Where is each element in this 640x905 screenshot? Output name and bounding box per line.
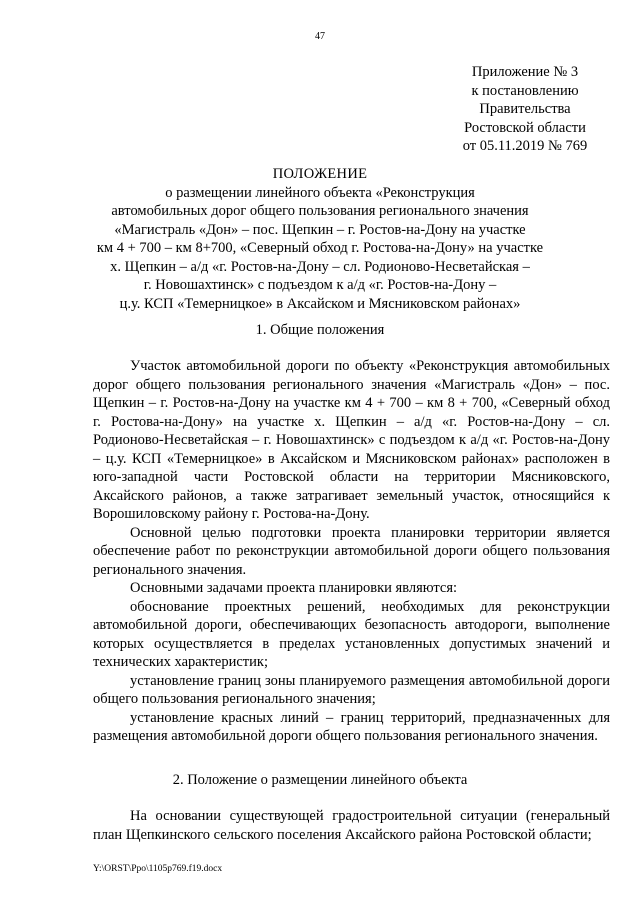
- appendix-line: от 05.11.2019 № 769: [462, 138, 588, 154]
- paragraph: установление границ зоны планируемого размещения автомобильной дороги общего пользования регионального значения;: [93, 672, 610, 707]
- title-line: о размещении линейного объекта «Реконструкция: [165, 184, 475, 201]
- section-1-body: [93, 357, 610, 746]
- section-2-body: [93, 807, 610, 844]
- title-main: ПОЛОЖЕНИЕ: [272, 166, 368, 182]
- paragraph: установление красных линий – границ территорий, предназначенных для размещения автомобильной дороги общего пользования регионального значения.: [93, 709, 610, 744]
- appendix-line: к постановлению: [471, 82, 579, 99]
- appendix-line: Ростовской области: [464, 119, 586, 136]
- appendix-block: [440, 63, 610, 156]
- page-number: 47: [315, 31, 325, 42]
- appendix-line: Приложение № 3: [471, 64, 579, 80]
- title-line: км 4 + 700 – км 8+700, «Северный обход г. Ростова-на-Дону» на участке: [96, 240, 544, 256]
- section-2-heading: 2. Положение о размещении линейного объекта: [172, 772, 468, 788]
- title-line: «Магистраль «Дон» – пос. Щепкин – г. Ростов-на-Дону на участке: [114, 221, 526, 238]
- document-title: [0, 165, 640, 313]
- paragraph: Основной целью подготовки проекта планировки территории является обеспечение работ по реконструкции автомобильной дороги общего пользования регионального значения.: [93, 524, 610, 578]
- section-1-heading: 1. Общие положения: [255, 322, 385, 338]
- appendix-line: Правительства: [479, 101, 571, 117]
- title-line: ц.у. КСП «Темерницкое» в Аксайском и Мясниковском районах»: [119, 295, 521, 312]
- title-line: х. Щепкин – а/д «г. Ростов-на-Дону – сл. Родионово-Несветайская –: [110, 258, 530, 275]
- paragraph: Участок автомобильной дороги по объекту «Реконструкция автомобильных дорог общего пользования регионального значения «Магистраль «Дон» – пос. Щепкин – г. Ростов-на-Дону на участке км 4 + 700 – км 8 + 700, «Северный обход г. Ростова-на-Дону» на участке х. Щепкин – а/д «г. Ростов-на-Дону – сл. Родионово-Несветайская – г. Новошахтинск» с подъездом к а/д «г. Ростов-на-Дону – ц.у. КСП «Темерницкое» в Аксайском и Мясниковском районах» расположен в юго-западной части Ростовской области на территории Мясниковского, Аксайского районов, а также затрагивает земельный участок, относящийся к Ворошиловскому району г. Ростова-на-Дону.: [93, 358, 610, 522]
- footer-file-path: Y:\ORST\Ppo\1105p769.f19.docx: [93, 864, 223, 874]
- paragraph: обоснование проектных решений, необходимых для реконструкции автомобильной дороги, обеспечивающих безопасность автодороги, выполнение которых осуществляется в пределах установленных допустимых значений и технических характеристик;: [93, 598, 610, 670]
- paragraph: На основании существующей градостроительной ситуации (генеральный план Щепкинского сельского поселения Аксайского района Ростовской области;: [93, 808, 610, 843]
- title-line: автомобильных дорог общего пользования регионального значения: [111, 203, 529, 219]
- title-line: г. Новошахтинск» с подъездом к а/д «г. Ростов-на-Дону –: [143, 277, 497, 293]
- paragraph: Основными задачами проекта планировки являются:: [130, 580, 458, 596]
